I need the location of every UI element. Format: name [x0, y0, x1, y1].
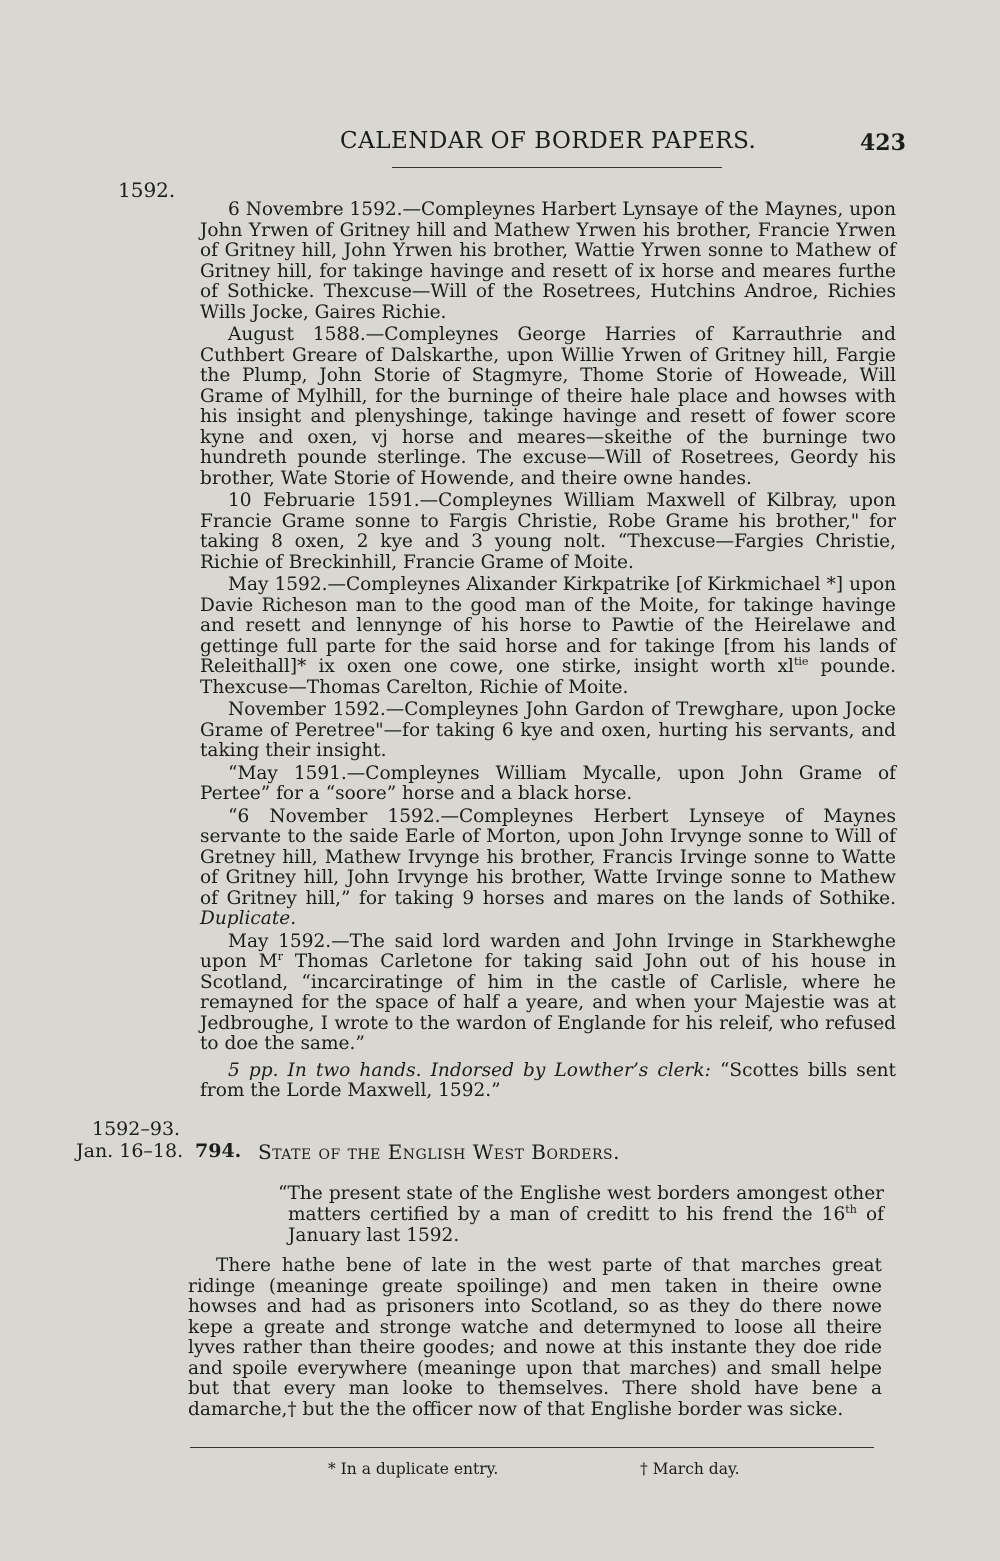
footnote-rule: [190, 1447, 874, 1448]
quote-text-a: “The present state of the Englishe west borders amongest other matters certified by a man of creditt to his frend the 16: [278, 1183, 884, 1225]
quote-text: [258, 1183, 884, 1246]
endorsement-note: [200, 1061, 896, 1102]
paragraph: August 1588.—Compleynes George Harries of Karrauthrie and Cuthbert Greare of Dalskarthe, upon Willie Yrwen of Gritney hill, Fargie the Plump, John Storie of Stagmyre, Thome Storie of Howeade, Will Grame of Mylhill, for the burninge of theire hale place and howses with his insight and plenyshinge, takinge havinge and resett of fower score kyne and oxen, vj horse and meares—skeithe of the burninge two hundreth pounde sterlinge. The excuse—Will of Rosetrees, Geordy his brother, Wate Storie of Howende, and theire owne handes.: [200, 324, 896, 489]
duplicate-note: Duplicate.: [200, 908, 297, 929]
running-header-title: CALENDAR OF BORDER PAPERS.: [340, 128, 757, 154]
paragraph-text: “6 November 1592.—Compleynes Herbert Lynseye of Maynes servante to the saide Earle of Morton, upon John Irvynge sonne to Will of Gretney hill, Mathew Irvynge his brother, Francis Irvinge sonne to Watte of Gritney hill, John Irvynge his brother, Watte Irvinge sonne to Mathew of Gritney hill,” for taking 9 horses and mares on the lands of Sothike.: [200, 805, 896, 909]
superscript: r: [277, 949, 283, 963]
entry-title: State of the English West Borders.: [258, 1140, 620, 1164]
endorsement-text: “Scottes bills sent from the Lorde Maxwell, 1592.”: [200, 1059, 896, 1101]
paragraph: [200, 807, 896, 930]
quote-block: [258, 1183, 884, 1246]
paragraph: 10 Februarie 1591.—Compleynes William Maxwell of Kilbray, upon Francie Grame sonne to Fargis Christie, Robe Grame his brother," for taking 8 oxen, 2 kye and 3 young nolt. “Thexcuse—Fargies Christie, Richie of Breckinhill, Francie Grame of Moite.: [200, 490, 896, 573]
entry-number: 794.: [195, 1140, 242, 1162]
margin-year-range: 1592–93.: [92, 1118, 181, 1140]
header-rule: [392, 167, 722, 168]
entry-body-2: [188, 1256, 882, 1422]
page-number: 423: [860, 130, 906, 156]
paragraph: 6 Novembre 1592.—Compleynes Harbert Lynsaye of the Maynes, upon John Yrwen of Gritney hill and Mathew Yrwen his brother, Francie Yrwen of Gritney hill, John Yrwen his brother, Wattie Yrwen sonne to Mathew of Gritney hill, for takinge havinge and resett of ix horse and meares furthe of Sothicke. Thexcuse—Will of the Rosetrees, Hutchins Androe, Richies Wills Jocke, Gaires Richie.: [200, 199, 896, 323]
superscript: th: [845, 1202, 857, 1216]
paragraph-text: Thomas Carletone for taking said John out of his house in Scotland, “incarciratinge of him in the castle of Carlisle, where he remayned for the space of half a yeare, and when your Majestie was at Jedbroughe, I wrote to the wardon of Englande for his releif, who refused to doe the same.”: [200, 951, 896, 1054]
paragraph-text: pounde. Thexcuse—Thomas Carelton, Richie of Moite.: [200, 656, 896, 698]
paragraph-text: May 1592.—Compleynes Alixander Kirkpatrike [of Kirkmichael *] upon Davie Richeson man to the good man of the Moite, for takinge havinge and resett and lennynge of his horse to Pawtie of the Heirelawe and gettinge full parte for the said horse and for takinge [from his lands of Releithall]* ix oxen one cowe, one stirke, insight worth xl: [200, 574, 896, 677]
margin-date-range: Jan. 16–18.: [76, 1140, 184, 1162]
paragraph: November 1592.—Compleynes John Gardon of Trewghare, upon Jocke Grame of Peretree"—for taking 6 kye and oxen, hurting his servants, and taking their insight.: [200, 699, 896, 761]
footnote-1: * In a duplicate entry.: [328, 1460, 499, 1478]
paragraph: [200, 932, 896, 1055]
paragraph-text: May 1592.—The said lord warden and John Irvinge in Starkhewghe upon M: [200, 930, 896, 972]
endorsement-italic: 5 pp. In two hands. Indorsed by Lowther’s clerk:: [228, 1059, 711, 1081]
quote-text-b: of January last 1592.: [288, 1204, 884, 1246]
paragraph: There hathe bene of late in the west parte of that marches great ridinge (meaninge greate spoilinge) and men taken in theire owne howses and had as prisoners into Scotland, so as they do there nowe kepe a greate and stronge watche and determyned to loose all theire lyves rather than theire goodes; and nowe at this instante they doe ride and spoile everywhere (meaninge upon that marches) and small helpe but that every man looke to themselves. There shold have bene a damarche,† but the the officer now of that Englishe border was sicke.: [188, 1255, 882, 1420]
superscript: tie: [793, 654, 809, 668]
footnote-2: † March day.: [640, 1460, 740, 1478]
margin-year: 1592.: [118, 178, 176, 202]
paragraph: “May 1591.—Compleynes William Mycalle, upon John Grame of Pertee” for a “soore” horse and a black horse.: [200, 762, 896, 804]
entry-body: [200, 200, 896, 1104]
paragraph: [200, 575, 896, 698]
